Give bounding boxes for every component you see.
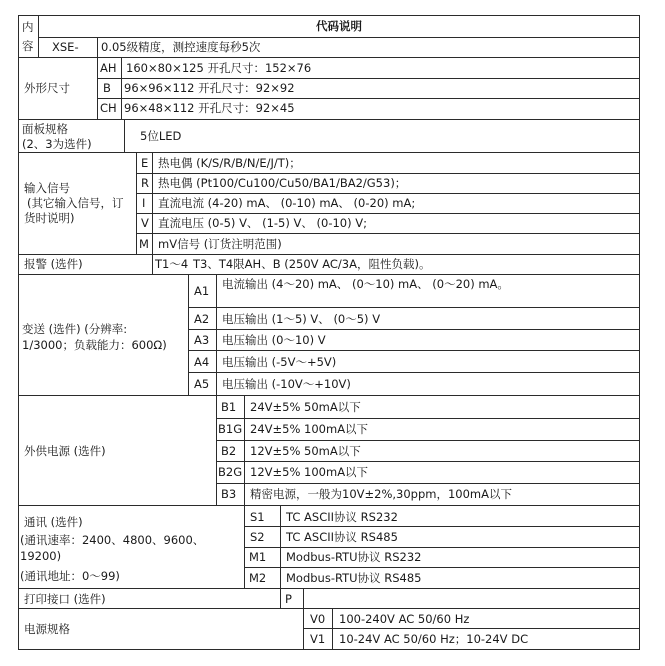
- print-label: 打印接口 (选件): [24, 592, 106, 606]
- table-line: [303, 628, 640, 629]
- comm-label-note: (通讯速率：2400、4800、9600、: [20, 533, 205, 547]
- supply-label: 外供电源 (选件): [24, 444, 106, 458]
- input-desc: mV信号 (订货注明范围): [158, 237, 282, 251]
- supply-code: B2: [221, 444, 237, 458]
- input-code: I: [142, 196, 146, 210]
- power-code: V0: [310, 612, 326, 626]
- supply-code: B2G: [218, 465, 243, 479]
- size-code: AH: [100, 61, 117, 75]
- transmit-desc: 电压输出 (-10V～+10V): [222, 377, 351, 391]
- table-line: [38, 37, 640, 38]
- table-line: [18, 274, 640, 275]
- alarm-label: 报警 (选件): [24, 257, 83, 271]
- table-line: [18, 119, 640, 120]
- table-line: [152, 254, 153, 275]
- table-line: [97, 98, 640, 99]
- transmit-desc: 电压输出 (1～5) V、 (0～5) V: [222, 312, 381, 326]
- supply-desc: 12V±5% 50mA以下: [250, 444, 361, 458]
- comm-code: M1: [249, 550, 267, 564]
- input-desc: 热电偶 (Pt100/Cu100/Cu50/BA1/BA2/G53)；: [158, 176, 407, 190]
- comm-desc: TC ASCII协议 RS232: [286, 510, 398, 524]
- transmit-label-note: 1/3000；负载能力：600Ω): [22, 338, 167, 352]
- table-line: [18, 395, 640, 396]
- table-line: [188, 350, 640, 351]
- table-line: [244, 547, 640, 548]
- comm-label: 通讯 (选件): [24, 515, 83, 529]
- comm-desc: Modbus-RTU协议 RS232: [286, 550, 422, 564]
- supply-code: B3: [221, 487, 237, 501]
- input-code: E: [141, 156, 149, 170]
- panel-label: 面板规格: [22, 122, 68, 136]
- input-desc: 直流电压 (0-5) V、 (1-5) V、 (0-10) V;: [158, 216, 367, 230]
- comm-code: S2: [250, 530, 265, 544]
- transmit-desc: 电流输出 (4～20) mA、 (0～10) mA、 (0～20) mA。: [222, 277, 509, 291]
- table-line: [97, 37, 98, 120]
- transmit-desc: 电压输出 (0～10) V: [222, 333, 326, 347]
- comm-desc: Modbus-RTU协议 RS485: [286, 571, 422, 585]
- power-code: V1: [310, 632, 326, 646]
- table-line: [188, 307, 640, 308]
- print-code: P: [285, 592, 292, 606]
- supply-code: B1G: [218, 422, 243, 436]
- table-line: [124, 119, 125, 153]
- supply-code: B1: [221, 400, 237, 414]
- table-line: [136, 193, 640, 194]
- table-line: [244, 505, 245, 589]
- table-line: [136, 233, 640, 234]
- panel-label-note: (2、3为选件): [22, 137, 92, 151]
- table-line: [18, 152, 640, 153]
- transmit-code: A5: [194, 377, 210, 391]
- transmit-code: A2: [194, 312, 210, 326]
- table-line: [18, 608, 640, 609]
- model-code: XSE-: [52, 40, 79, 54]
- table-line: [188, 372, 640, 373]
- table-line: [18, 57, 640, 58]
- input-label: 输入信号: [24, 181, 70, 195]
- table-line: [280, 505, 281, 589]
- table-line: [97, 78, 640, 79]
- table-line: [136, 173, 640, 174]
- power-desc: 100-240V AC 50/60 Hz: [339, 612, 470, 626]
- table-line: [18, 254, 640, 255]
- table-line: [18, 649, 640, 650]
- transmit-code: A4: [194, 355, 210, 369]
- transmit-label: 变送 (选件) (分辨率:: [22, 322, 128, 336]
- table-line: [216, 274, 217, 396]
- input-code: V: [141, 216, 149, 230]
- size-desc: 96×96×112 开孔尺寸：92×92: [124, 81, 295, 95]
- table-line: [216, 440, 640, 441]
- table-line: [136, 213, 640, 214]
- size-desc: 160×80×125 开孔尺寸：152×76: [126, 61, 312, 75]
- supply-desc: 精密电源，一般为10V±2%,30ppm，100mA以下: [250, 487, 512, 501]
- table-line: [244, 395, 245, 506]
- table-line: [303, 588, 304, 650]
- table-line: [216, 461, 640, 462]
- input-code: R: [141, 176, 149, 190]
- table-line: [216, 483, 640, 484]
- comm-label-note: 19200): [20, 549, 62, 563]
- model-desc: 0.05级精度，测控速度每秒5次: [101, 40, 261, 54]
- alarm-code: T1～4: [155, 257, 189, 271]
- power-desc: 10-24V AC 50/60 Hz；10-24V DC: [339, 632, 529, 646]
- table-line: [188, 329, 640, 330]
- header-cell-1: 内: [22, 20, 34, 34]
- input-code: M: [139, 237, 149, 251]
- size-label: 外形尺寸: [24, 81, 70, 95]
- table-line: [244, 567, 640, 568]
- supply-desc: 12V±5% 100mA以下: [250, 465, 369, 479]
- transmit-code: A3: [194, 333, 210, 347]
- alarm-desc: T3、T4限AH、B (250V AC/3A，阻性负载)。: [193, 257, 431, 271]
- size-desc: 96×48×112 开孔尺寸：92×45: [124, 101, 295, 115]
- supply-desc: 24V±5% 50mA以下: [250, 400, 361, 414]
- transmit-code: A1: [194, 284, 210, 298]
- size-code: CH: [100, 101, 117, 115]
- transmit-desc: 电压输出 (-5V～+5V): [222, 355, 337, 369]
- input-label-note: 货时说明): [24, 211, 75, 225]
- table-line: [136, 152, 137, 255]
- comm-code: M2: [249, 571, 267, 585]
- input-desc: 直流电流 (4-20) mA、 (0-10) mA、 (0-20) mA;: [158, 196, 416, 210]
- table-line: [18, 15, 19, 650]
- supply-desc: 24V±5% 100mA以下: [250, 422, 369, 436]
- input-label-note: (其它输入信号，订: [27, 196, 124, 210]
- table-line: [18, 15, 640, 16]
- table-line: [216, 418, 640, 419]
- table-line: [18, 505, 640, 506]
- table-title: 代码说明: [316, 19, 362, 33]
- power-label: 电源规格: [24, 622, 70, 636]
- header-cell-2: 容: [22, 39, 34, 53]
- comm-label-note: (通讯地址：0～99): [20, 569, 120, 583]
- panel-desc: 5位LED: [140, 129, 182, 143]
- table-line: [152, 152, 153, 255]
- table-line: [18, 588, 640, 589]
- comm-code: S1: [250, 510, 265, 524]
- input-desc: 热电偶 (K/S/R/B/N/E/J/T)；: [158, 156, 301, 170]
- table-line: [188, 274, 189, 396]
- comm-desc: TC ASCII协议 RS485: [286, 530, 398, 544]
- table-line: [216, 395, 217, 506]
- table-line: [332, 608, 333, 650]
- table-line: [244, 526, 640, 527]
- table-line: [639, 15, 640, 650]
- table-line: [121, 57, 122, 120]
- table-line: [280, 588, 281, 609]
- size-code: B: [103, 81, 111, 95]
